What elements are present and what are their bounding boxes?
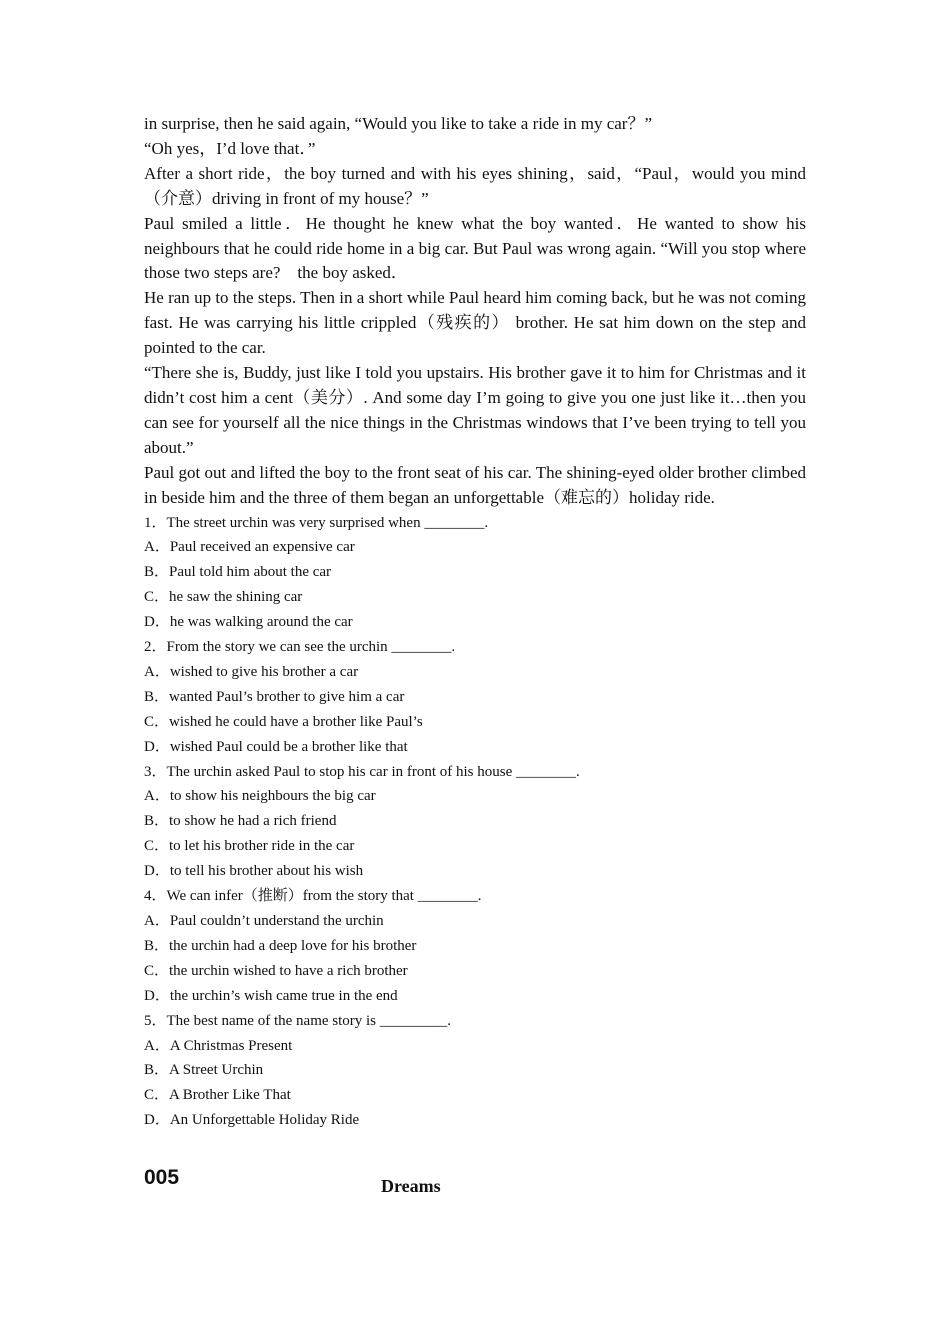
answer-option: C．to let his brother ride in the car <box>144 838 355 855</box>
section-number: 005 <box>144 1166 180 1189</box>
answer-option: C．he saw the shining car <box>144 589 303 606</box>
answer-option: A．to show his neighbours the big car <box>144 788 376 805</box>
answer-option: A．wished to give his brother a car <box>144 663 359 680</box>
answer-option: C．A Brother Like That <box>144 1087 291 1104</box>
story-paragraph: He ran up to the steps. Then in a short while Paul heard him coming back, but he was not coming fast. He was carrying his little crippled（残疾的） brother. He sat him down on the step and pointed to the car. <box>144 288 806 358</box>
story-paragraph: Paul smiled a little．He thought he knew what the boy wanted．He wanted to show his neighbours that he could ride home in a big car. But Paul was wrong again. “Will you stop where those two steps are? the boy asked． <box>144 213 806 283</box>
answer-option: D．the urchin’s wish came true in the end <box>144 987 398 1004</box>
answer-option: A．A Christmas Present <box>144 1037 293 1054</box>
question-stem: 5．The best name of the name story is _________. <box>144 1012 452 1029</box>
question-stem: 1．The street urchin was very surprised when ________. <box>144 514 489 531</box>
answer-option: B．the urchin had a deep love for his brother <box>144 937 417 954</box>
answer-option: A．Paul received an expensive car <box>144 539 355 556</box>
answer-option: A．Paul couldn’t understand the urchin <box>144 913 384 929</box>
answer-option: B．to show he had a rich friend <box>144 813 337 830</box>
section-title: Dreams <box>381 1176 441 1196</box>
answer-option: B．Paul told him about the car <box>144 564 332 581</box>
story-paragraph: After a short ride，the boy turned and with his eyes shining，said，“Paul，would you mind （介意）driving in front of my house？” <box>144 163 806 208</box>
story-paragraph: “Oh yes，I’d love that．” <box>144 138 316 158</box>
story-paragraph: Paul got out and lifted the boy to the front seat of his car. The shining-eyed older brother climbed in beside him and the three of them began an unforgettable（难忘的）holiday ride. <box>144 462 806 507</box>
story-paragraph: in surprise, then he said again, “Would you like to take a ride in my car？” <box>144 114 653 133</box>
question-stem: 3．The urchin asked Paul to stop his car in front of his house ________. <box>144 763 580 780</box>
question-stem: 4．We can infer（推断）from the story that ________. <box>144 888 482 905</box>
document-body <box>144 112 806 1133</box>
answer-option: D．he was walking around the car <box>144 614 353 631</box>
answer-option: B．wanted Paul’s brother to give him a car <box>144 688 405 705</box>
answer-option: D．wished Paul could be a brother like that <box>144 738 408 755</box>
answer-option: C．wished he could have a brother like Paul’s <box>144 713 423 730</box>
answer-option: D．to tell his brother about his wish <box>144 863 364 880</box>
answer-option: B．A Street Urchin <box>144 1062 264 1079</box>
answer-option: C．the urchin wished to have a rich brother <box>144 962 408 979</box>
story-paragraph: “There she is, Buddy, just like I told you upstairs. His brother gave it to him for Christmas and it didn’t cost him a cent（美分）. And some day I’m going to give you one just like it…then you can see for yourself all the nice things in the Christmas windows that I’ve been trying to tell you about.” <box>144 363 806 457</box>
question-stem: 2．From the story we can see the urchin ________. <box>144 639 456 656</box>
answer-option: D．An Unforgettable Holiday Ride <box>144 1112 360 1129</box>
